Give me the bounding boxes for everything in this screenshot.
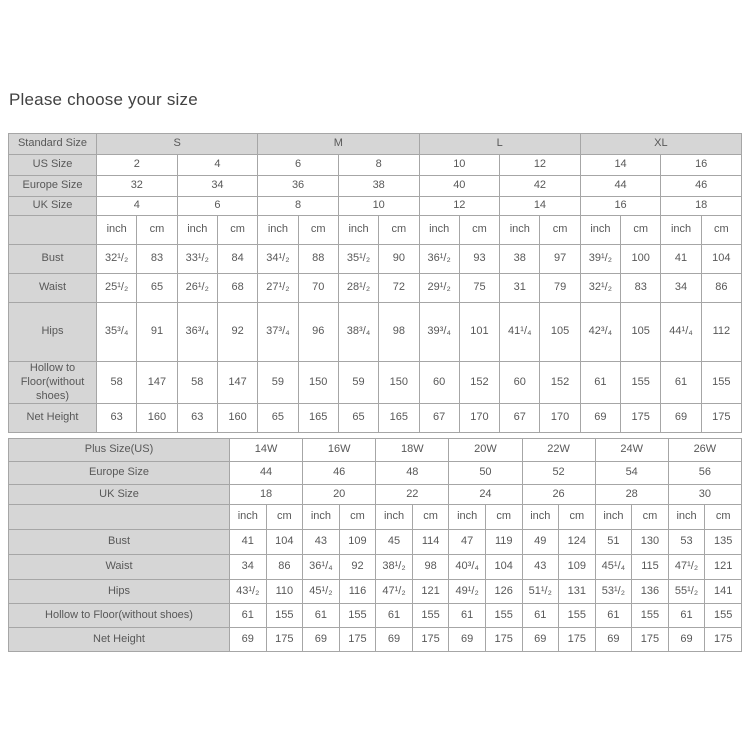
size-cell: 48 [376,462,449,485]
value-cell: 155 [485,604,522,628]
value-cell: 40³/₄ [449,555,486,580]
unit-cell: cm [701,216,741,245]
unit-cell: inch [97,216,137,245]
unit-cell: cm [379,216,419,245]
table-row [9,155,742,176]
size-cell: 6 [258,155,339,176]
value-cell: 61 [303,604,340,628]
value-cell: 155 [412,604,449,628]
value-cell: 155 [705,604,742,628]
unit-cell: inch [258,216,298,245]
row-label: Standard Size [9,134,97,155]
value-cell: 55¹/₂ [668,580,705,604]
value-cell: 32¹/₂ [97,245,137,274]
value-cell: 45¹/₄ [595,555,632,580]
unit-cell: inch [449,505,486,530]
value-cell: 175 [559,628,596,652]
value-cell: 61 [580,362,620,404]
row-label: Europe Size [9,462,230,485]
value-cell: 83 [621,274,661,303]
value-cell: 28¹/₂ [338,274,378,303]
size-cell: 42 [500,176,581,197]
value-cell: 90 [379,245,419,274]
unit-cell: cm [266,505,303,530]
size-cell: 18 [230,485,303,505]
value-cell: 68 [217,274,257,303]
row-label: Hollow to Floor(without shoes) [9,604,230,628]
value-cell: 69 [580,404,620,433]
value-cell: 109 [559,555,596,580]
value-cell: 84 [217,245,257,274]
value-cell: 97 [540,245,580,274]
row-label: UK Size [9,485,230,505]
value-cell: 39¹/₂ [580,245,620,274]
unit-cell: inch [230,505,267,530]
value-cell: 38³/₄ [338,303,378,362]
table-row [9,245,742,274]
size-cell: 14 [580,155,661,176]
table-row [9,462,742,485]
value-cell: 160 [217,404,257,433]
value-cell: 36³/₄ [177,303,217,362]
size-cell: 22W [522,439,595,462]
value-cell: 69 [668,628,705,652]
value-cell: 175 [339,628,376,652]
size-cell: 16W [303,439,376,462]
value-cell: 69 [595,628,632,652]
table-row [9,216,742,245]
value-cell: 27¹/₂ [258,274,298,303]
value-cell: 38 [500,245,540,274]
size-cell: 24 [449,485,522,505]
value-cell: 51 [595,530,632,555]
value-cell: 60 [419,362,459,404]
size-cell: 34 [177,176,258,197]
value-cell: 65 [258,404,298,433]
value-cell: 114 [412,530,449,555]
value-cell: 38¹/₂ [376,555,413,580]
value-cell: 43 [522,555,559,580]
size-cell: 18 [661,197,742,216]
value-cell: 39³/₄ [419,303,459,362]
table-row [9,404,742,433]
row-label: Hollow to Floor(without shoes) [9,362,97,404]
value-cell: 96 [298,303,338,362]
unit-cell: cm [298,216,338,245]
value-cell: 101 [459,303,499,362]
value-cell: 135 [705,530,742,555]
row-label: Net Height [9,628,230,652]
size-cell: 20 [303,485,376,505]
size-cell: 50 [449,462,522,485]
table-row [9,176,742,197]
value-cell: 83 [137,245,177,274]
unit-cell: inch [500,216,540,245]
value-cell: 155 [632,604,669,628]
row-label: Hips [9,303,97,362]
value-cell: 110 [266,580,303,604]
value-cell: 37³/₄ [258,303,298,362]
value-cell: 47 [449,530,486,555]
size-cell: 38 [338,176,419,197]
value-cell: 86 [701,274,741,303]
value-cell: 53¹/₂ [595,580,632,604]
unit-cell: cm [217,216,257,245]
value-cell: 43 [303,530,340,555]
row-label: US Size [9,155,97,176]
value-cell: 35³/₄ [97,303,137,362]
value-cell: 61 [668,604,705,628]
value-cell: 65 [338,404,378,433]
value-cell: 105 [621,303,661,362]
size-cell: 10 [338,197,419,216]
plus-size-table [8,438,742,652]
size-cell: 8 [338,155,419,176]
value-cell: 86 [266,555,303,580]
value-cell: 116 [339,580,376,604]
value-cell: 58 [177,362,217,404]
value-cell: 155 [701,362,741,404]
row-label: Hips [9,580,230,604]
value-cell: 170 [459,404,499,433]
size-cell: 12 [500,155,581,176]
row-label [9,216,97,245]
row-label: Europe Size [9,176,97,197]
size-cell: 20W [449,439,522,462]
value-cell: 29¹/₂ [419,274,459,303]
unit-cell: inch [661,216,701,245]
size-cell: 28 [595,485,668,505]
value-cell: 49 [522,530,559,555]
value-cell: 119 [485,530,522,555]
unit-cell: inch [522,505,559,530]
value-cell: 104 [485,555,522,580]
value-cell: 33¹/₂ [177,245,217,274]
unit-cell: cm [632,505,669,530]
value-cell: 92 [339,555,376,580]
value-cell: 61 [661,362,701,404]
size-cell: M [258,134,419,155]
row-label: Net Height [9,404,97,433]
value-cell: 63 [97,404,137,433]
value-cell: 121 [705,555,742,580]
table-row [9,197,742,216]
table-row [9,604,742,628]
size-cell: L [419,134,580,155]
value-cell: 42³/₄ [580,303,620,362]
table-row [9,580,742,604]
size-cell: 40 [419,176,500,197]
value-cell: 35¹/₂ [338,245,378,274]
table-row [9,439,742,462]
value-cell: 41 [661,245,701,274]
value-cell: 69 [303,628,340,652]
value-cell: 152 [459,362,499,404]
size-cell: 2 [97,155,178,176]
value-cell: 44¹/₄ [661,303,701,362]
value-cell: 155 [266,604,303,628]
value-cell: 34¹/₂ [258,245,298,274]
size-cell: 6 [177,197,258,216]
value-cell: 43¹/₂ [230,580,267,604]
size-cell: 44 [230,462,303,485]
size-cell: 26W [668,439,741,462]
value-cell: 32¹/₂ [580,274,620,303]
unit-cell: cm [412,505,449,530]
size-cell: 16 [580,197,661,216]
size-cell: 22 [376,485,449,505]
unit-cell: inch [580,216,620,245]
value-cell: 91 [137,303,177,362]
value-cell: 155 [559,604,596,628]
value-cell: 36¹/₄ [303,555,340,580]
value-cell: 67 [500,404,540,433]
value-cell: 175 [266,628,303,652]
value-cell: 47¹/₂ [668,555,705,580]
size-cell: S [97,134,258,155]
standard-size-table [8,133,742,433]
unit-cell: cm [559,505,596,530]
row-label [9,505,230,530]
value-cell: 98 [379,303,419,362]
value-cell: 59 [338,362,378,404]
value-cell: 141 [705,580,742,604]
page-title: Please choose your size [9,90,198,109]
value-cell: 69 [449,628,486,652]
size-cell: 14 [500,197,581,216]
value-cell: 61 [449,604,486,628]
value-cell: 41 [230,530,267,555]
unit-cell: inch [595,505,632,530]
value-cell: 61 [522,604,559,628]
value-cell: 92 [217,303,257,362]
value-cell: 69 [230,628,267,652]
value-cell: 49¹/₂ [449,580,486,604]
value-cell: 69 [522,628,559,652]
value-cell: 165 [298,404,338,433]
value-cell: 150 [298,362,338,404]
value-cell: 124 [559,530,596,555]
value-cell: 61 [230,604,267,628]
value-cell: 61 [376,604,413,628]
value-cell: 165 [379,404,419,433]
value-cell: 150 [379,362,419,404]
value-cell: 88 [298,245,338,274]
value-cell: 175 [621,404,661,433]
size-cell: 24W [595,439,668,462]
row-label: Waist [9,555,230,580]
size-cell: 52 [522,462,595,485]
value-cell: 136 [632,580,669,604]
unit-cell: cm [485,505,522,530]
value-cell: 34 [230,555,267,580]
value-cell: 155 [621,362,661,404]
value-cell: 93 [459,245,499,274]
unit-cell: cm [137,216,177,245]
size-cell: 32 [97,176,178,197]
size-cell: 14W [230,439,303,462]
table-row [9,134,742,155]
value-cell: 63 [177,404,217,433]
value-cell: 67 [419,404,459,433]
value-cell: 175 [632,628,669,652]
value-cell: 121 [412,580,449,604]
row-label: Plus Size(US) [9,439,230,462]
unit-cell: inch [376,505,413,530]
value-cell: 59 [258,362,298,404]
size-cell: 10 [419,155,500,176]
size-cell: 54 [595,462,668,485]
value-cell: 45¹/₂ [303,580,340,604]
value-cell: 72 [379,274,419,303]
value-cell: 98 [412,555,449,580]
unit-cell: cm [339,505,376,530]
unit-cell: inch [177,216,217,245]
value-cell: 170 [540,404,580,433]
value-cell: 126 [485,580,522,604]
value-cell: 41¹/₄ [500,303,540,362]
value-cell: 31 [500,274,540,303]
size-cell: 56 [668,462,741,485]
size-cell: 16 [661,155,742,176]
value-cell: 51¹/₂ [522,580,559,604]
unit-cell: inch [419,216,459,245]
table-row [9,362,742,404]
value-cell: 152 [540,362,580,404]
value-cell: 60 [500,362,540,404]
value-cell: 175 [485,628,522,652]
table-row [9,530,742,555]
size-cell: 36 [258,176,339,197]
row-label: Waist [9,274,97,303]
value-cell: 58 [97,362,137,404]
unit-cell: cm [540,216,580,245]
value-cell: 160 [137,404,177,433]
size-cell: 8 [258,197,339,216]
table-row [9,555,742,580]
row-label: Bust [9,245,97,274]
table-row [9,628,742,652]
size-cell: 4 [177,155,258,176]
value-cell: 100 [621,245,661,274]
table-row [9,274,742,303]
row-label: Bust [9,530,230,555]
value-cell: 175 [705,628,742,652]
value-cell: 75 [459,274,499,303]
size-cell: 26 [522,485,595,505]
value-cell: 131 [559,580,596,604]
value-cell: 61 [595,604,632,628]
size-cell: 12 [419,197,500,216]
value-cell: 104 [266,530,303,555]
value-cell: 45 [376,530,413,555]
size-cell: XL [580,134,741,155]
value-cell: 105 [540,303,580,362]
value-cell: 36¹/₂ [419,245,459,274]
table-row [9,505,742,530]
value-cell: 65 [137,274,177,303]
value-cell: 130 [632,530,669,555]
unit-cell: cm [621,216,661,245]
value-cell: 26¹/₂ [177,274,217,303]
value-cell: 79 [540,274,580,303]
value-cell: 175 [412,628,449,652]
value-cell: 25¹/₂ [97,274,137,303]
value-cell: 109 [339,530,376,555]
table-row [9,303,742,362]
size-cell: 30 [668,485,741,505]
value-cell: 175 [701,404,741,433]
value-cell: 112 [701,303,741,362]
value-cell: 147 [137,362,177,404]
value-cell: 155 [339,604,376,628]
value-cell: 147 [217,362,257,404]
size-cell: 18W [376,439,449,462]
unit-cell: cm [459,216,499,245]
unit-cell: inch [303,505,340,530]
size-cell: 44 [580,176,661,197]
size-cell: 46 [303,462,376,485]
row-label: UK Size [9,197,97,216]
value-cell: 47¹/₂ [376,580,413,604]
unit-cell: inch [338,216,378,245]
unit-cell: inch [668,505,705,530]
value-cell: 34 [661,274,701,303]
value-cell: 115 [632,555,669,580]
value-cell: 53 [668,530,705,555]
value-cell: 69 [376,628,413,652]
table-row [9,485,742,505]
value-cell: 70 [298,274,338,303]
value-cell: 69 [661,404,701,433]
value-cell: 104 [701,245,741,274]
unit-cell: cm [705,505,742,530]
size-cell: 4 [97,197,178,216]
size-cell: 46 [661,176,742,197]
